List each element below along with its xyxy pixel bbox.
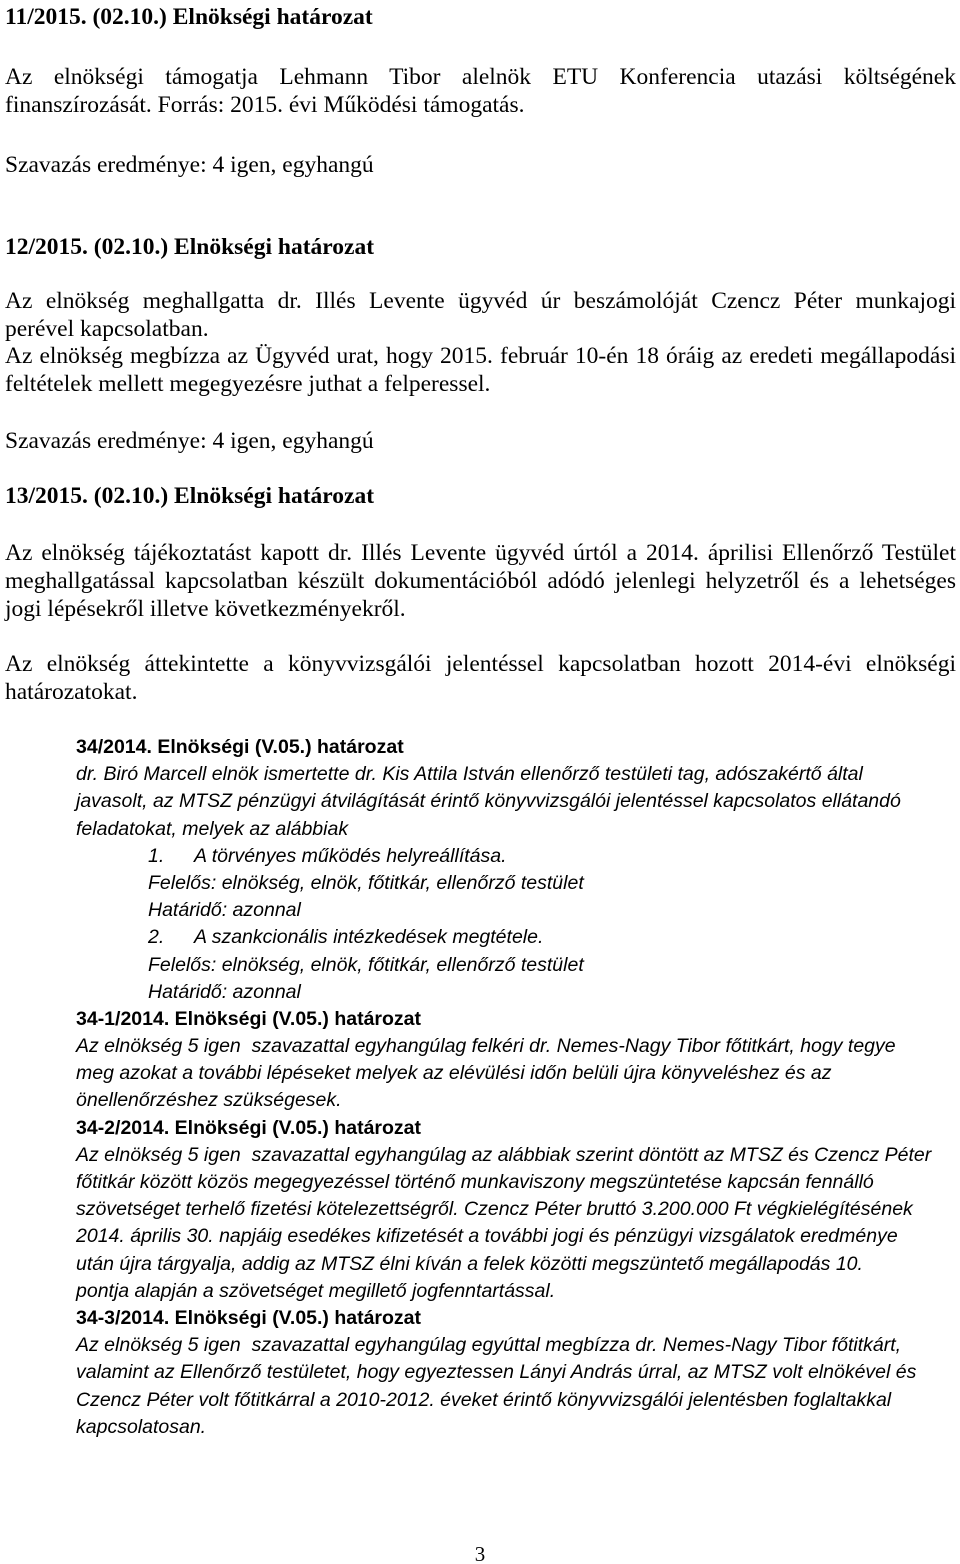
task-text: A törvényes működés helyreállítása. — [194, 844, 507, 867]
body-line: Az elnökségi támogatja Lehmann Tibor alelnök ETU Konferencia utazási költségének — [5, 64, 956, 90]
body-line: perével kapcsolatban. — [5, 315, 209, 342]
resolution-11-body — [5, 64, 956, 119]
body-line: Az elnökség 5 igen szavazattal egyhangúlag felkéri dr. Nemes-Nagy Tibor főtitkárt, hogy tegye — [76, 1035, 896, 1058]
body-line: után újra tárgyalja, addig az MTSZ élni kíván a felek közötti megszüntető megállapodás 10. — [76, 1252, 863, 1275]
body-line: feltételek mellett megegyezésre juthat a felperessel. — [5, 370, 491, 397]
task-item-2 — [76, 924, 960, 951]
body-line: 2014. április 30. napjáig esedékes kifizetését a további jogi és pénzügyi vizsgálatok eredménye — [76, 1225, 898, 1248]
body-line: Az elnökség tájékoztatást kapott dr. Illés Levente ügyvéd úrtól a 2014. áprilisi Ellenőrző Testület — [5, 540, 956, 566]
task-number: 1. — [148, 844, 165, 867]
resolution-34-1-title: 34-1/2014. Elnökségi (V.05.) határozat — [76, 1007, 422, 1030]
resolution-12-body — [5, 288, 956, 398]
body-line: valamint az Ellenőrző testületet, hogy egyeztessen Lányi András úrral, az MTSZ volt elnökével és — [76, 1361, 917, 1384]
body-line: feladatokat, melyek az alábbiak — [76, 817, 349, 840]
body-line: dr. Biró Marcell elnök ismertette dr. Kis Attila István ellenőrző testületi tag, adószakértő által — [76, 763, 863, 786]
resolution-13-title: 13/2015. (02.10.) Elnökségi határozat — [5, 483, 375, 509]
resolution-13-body — [5, 539, 956, 623]
resolution-11-title: 11/2015. (02.10.) Elnökségi határozat — [5, 4, 373, 30]
body-line: pontja alapján a szövetséget megillető jogfenntartással. — [76, 1279, 556, 1302]
resolution-12-title: 12/2015. (02.10.) Elnökségi határozat — [5, 234, 375, 260]
resolutions-2014-block — [76, 734, 960, 1441]
task-deadline: Határidő: azonnal — [148, 899, 301, 922]
body-line: javasolt, az MTSZ pénzügyi átvilágítását érintő könyvvizsgálói jelentéssel kapcsolatos ellátandó — [76, 790, 901, 813]
resolution-34-title: 34/2014. Elnökségi (V.05.) határozat — [76, 736, 404, 758]
body-line: jogi lépésekről illetve következményekről. — [5, 596, 406, 622]
body-line: Az elnökség meghallgatta dr. Illés Levente ügyvéd úr beszámolóját Czencz Péter munkajogi — [5, 288, 956, 314]
body-line: meghallgatással kapcsolatban készült dokumentációból adódó jelenlegi helyzetről és a lehetséges — [5, 568, 956, 594]
resolution-11-vote: Szavazás eredménye: 4 igen, egyhangú — [5, 152, 374, 178]
resolution-34-3-title: 34-3/2014. Elnökségi (V.05.) határozat — [76, 1306, 422, 1329]
task-responsible: Felelős: elnökség, elnök, főtitkár, ellenőrző testület — [148, 871, 584, 894]
task-text: A szankcionális intézkedések megtétele. — [194, 926, 544, 949]
task-number: 2. — [148, 926, 165, 949]
body-line: önellenőrzéshez szükségesek. — [76, 1089, 342, 1112]
body-line: finanszírozását. Forrás: 2015. évi Működési támogatás. — [5, 91, 525, 118]
body-line: határozatokat. — [5, 678, 138, 705]
body-line: kapcsolatosan. — [76, 1415, 207, 1438]
task-deadline: Határidő: azonnal — [148, 980, 301, 1003]
body-line: szövetséget terhelő fizetési kötelezettségről. Czencz Péter bruttó 3.200.000 Ft végkielégítésének — [76, 1198, 913, 1221]
page-number: 3 — [474, 1542, 486, 1564]
resolution-13-review — [5, 651, 956, 706]
resolution-12-vote: Szavazás eredménye: 4 igen, egyhangú — [5, 428, 374, 454]
task-responsible: Felelős: elnökség, elnök, főtitkár, ellenőrző testület — [148, 953, 584, 976]
task-item-1 — [76, 843, 960, 870]
resolution-34-2-title: 34-2/2014. Elnökségi (V.05.) határozat — [76, 1116, 422, 1139]
body-line: Czencz Péter volt főtitkárral a 2010-2012. éveket érintő könyvvizsgálói jelentésben foglaltakkal — [76, 1388, 892, 1411]
body-line: főtitkár között közös megegyezéssel történő munkaviszony megszüntetése kapcsán fennálló — [76, 1171, 874, 1193]
body-line: Az elnökség megbízza az Ügyvéd urat, hogy 2015. február 10-én 18 óráig az eredeti megállapodási — [5, 343, 956, 369]
body-line: Az elnökség 5 igen szavazattal egyhangúlag egyúttal megbízza dr. Nemes-Nagy Tibor főtitkárt, — [76, 1334, 902, 1357]
body-line: meg azokat a további lépéseket melyek az elévülési időn belüli újra könyveléshez és az — [76, 1062, 832, 1085]
body-line: Az elnökség 5 igen szavazattal egyhangúlag az alábbiak szerint döntött az MTSZ és Czencz Péter — [76, 1143, 932, 1166]
body-line: Az elnökség áttekintette a könyvvizsgálói jelentéssel kapcsolatban hozott 2014-évi elnökségi — [5, 651, 956, 677]
